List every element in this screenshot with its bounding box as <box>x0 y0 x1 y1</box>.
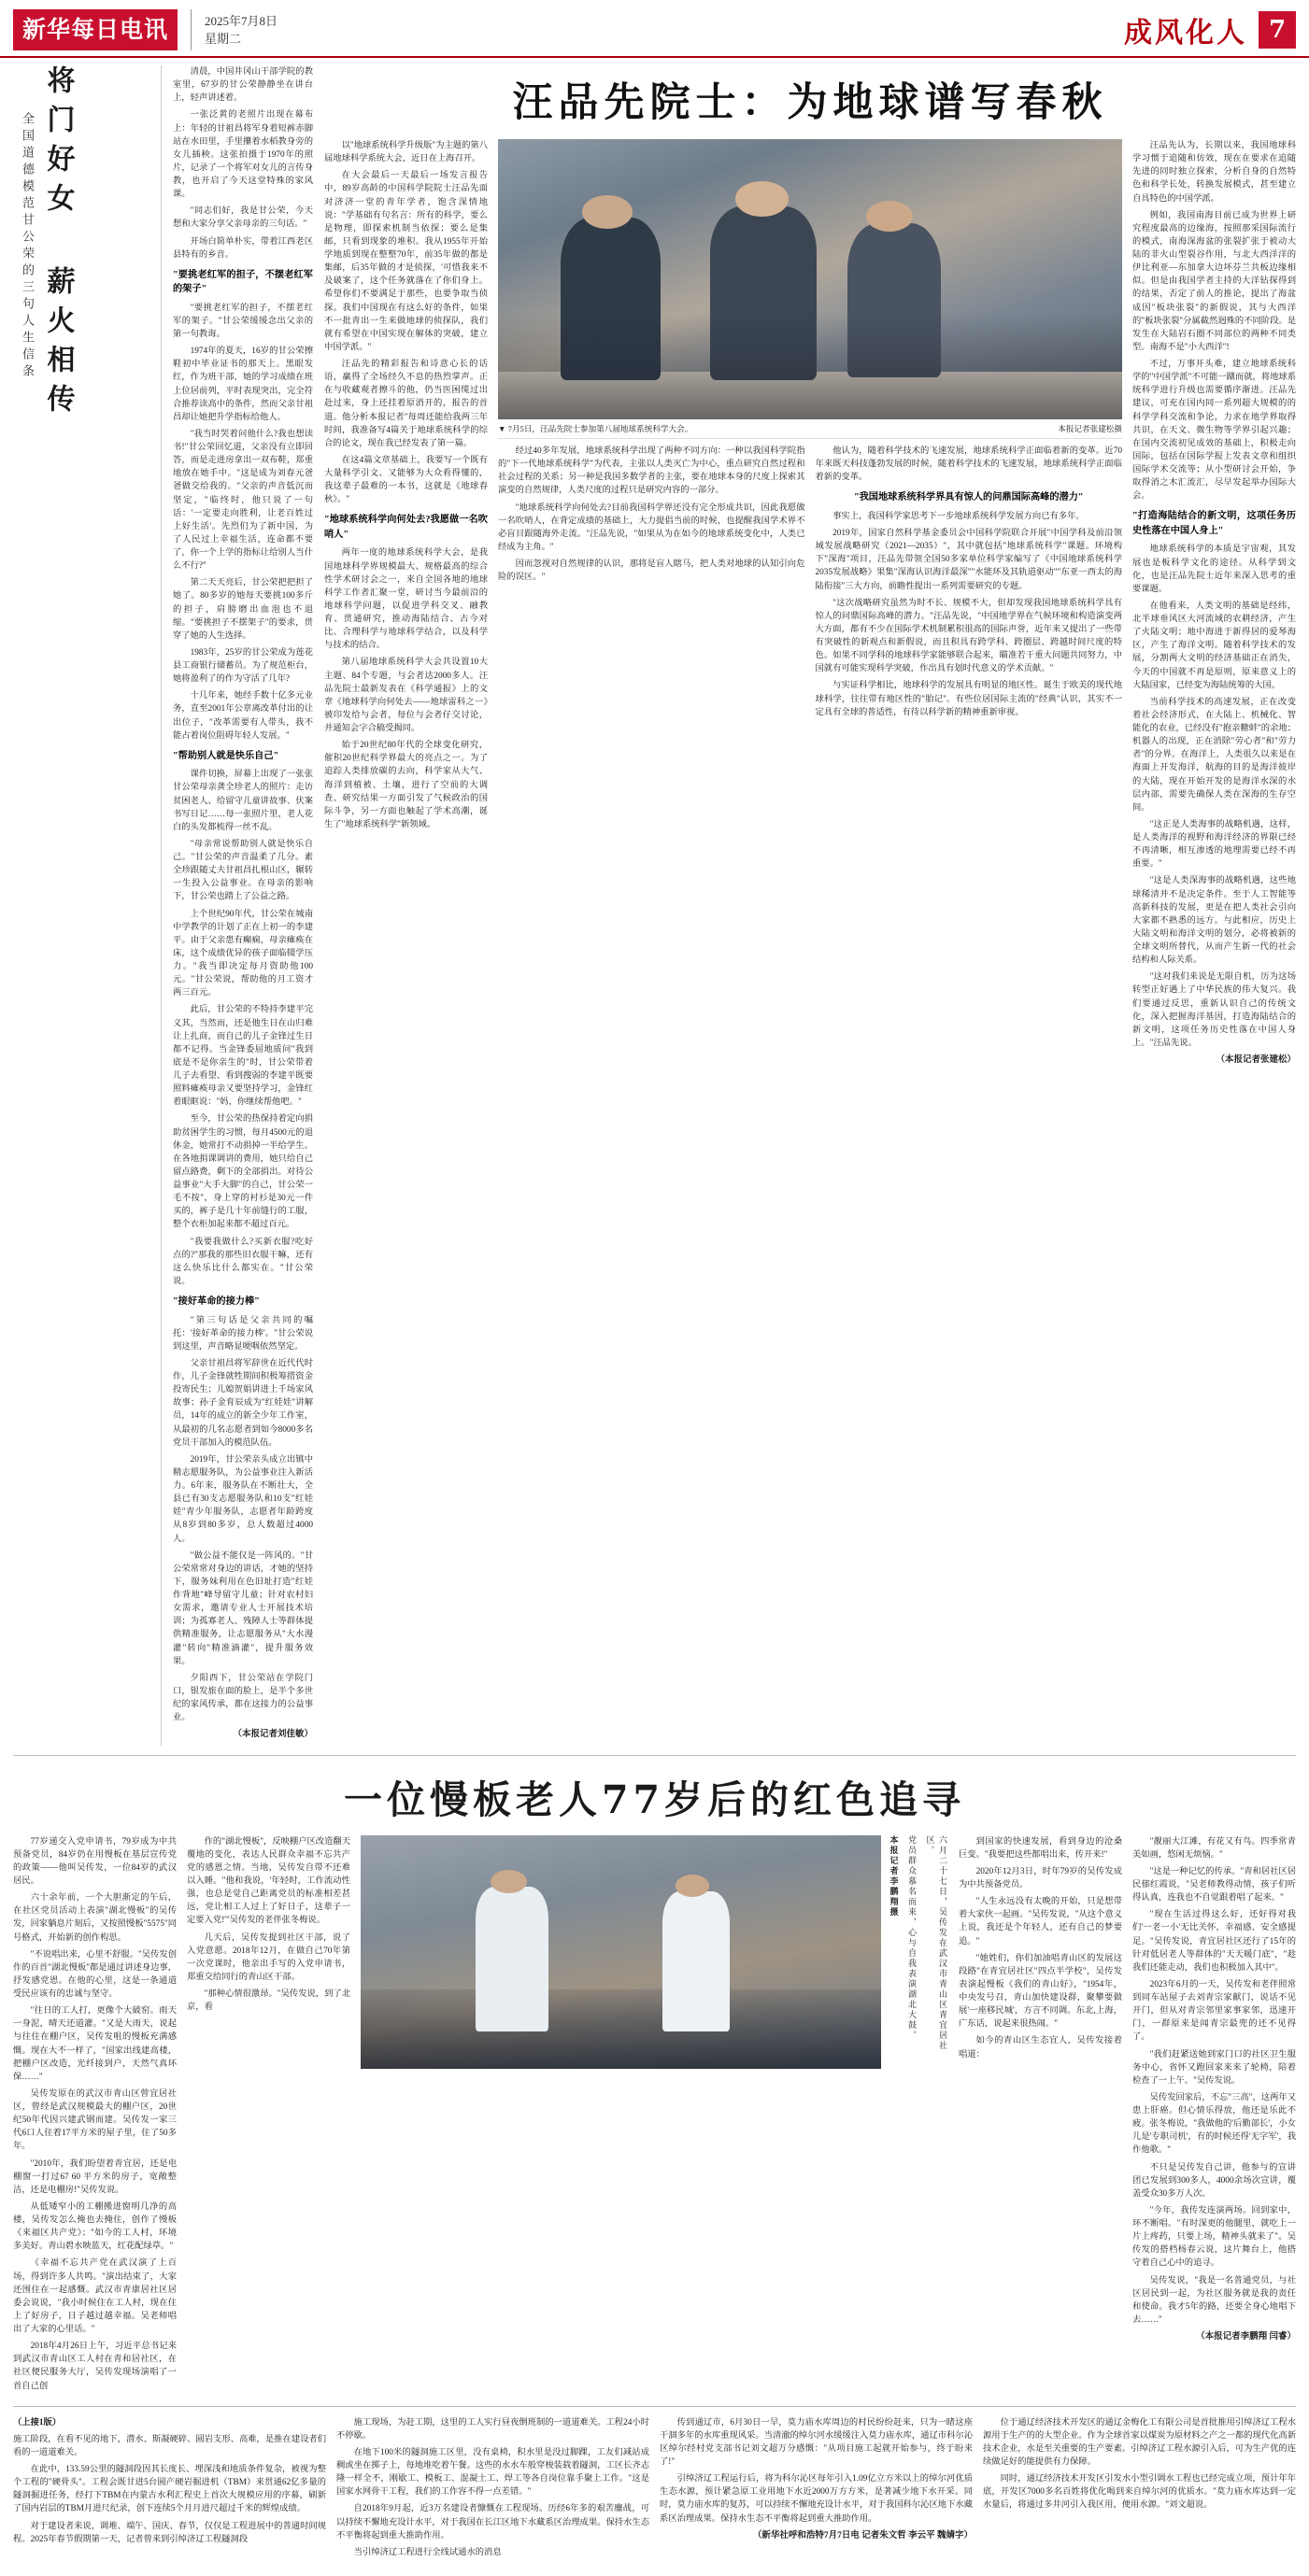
byline: （本报记者张建松） <box>1216 1055 1296 1065</box>
paragraph: 2018年4月26日上午，习近平总书记来到武汉市青山区工人村在青和居社区，在社区便民服务大厅，吴传发现场演唱了一首自己创 <box>13 2342 177 2391</box>
paragraph: 十几年来，她经手数十亿多元业务，直至2001年公章离改革付出的让出位子，"改革需要有人带头，我不能占着岗位阻碍年轻人发展。" <box>173 691 313 741</box>
paragraph: 上个世纪90年代，甘公荣在城南中学教学的计划了正在上初一的李建平。由于父亲患有癫痫，母亲瘫痪在床，这个成绩优异的孩子面临辍学压力。"我当即决定每月资助他100元。"甘公荣说，帮助他的月工资才两三百元。 <box>173 909 313 998</box>
paragraph: "现在生活过得这么好，还好得对我们'一老一小'无比关怀，幸福感、安全感提足。"吴传发说，青宜居社区还行了15年的针对低居老人等群体的"天天暖门底"，"趁我们还能走动，我们也积极加入其中"。 <box>1132 1910 1296 1973</box>
paragraph: 2023年6月的一天，吴传发和老伴照常到同车站屋子去刘青宗家献门，说话不见开门，但从对青宗邻里家事家邻，迅速开门，一群原来是闻青宗最兜的还不见得了。 <box>1132 1979 1296 2043</box>
main-column-center <box>498 139 1122 1070</box>
mid-feature-columns <box>13 1835 1296 2397</box>
paragraph: 几天后，吴传发提到社区干部，说了入党意愿。2018年12月，在做自己70年第一次党课时，他亲出手写的入党申请书，郑重交给同行的青山区干部。 <box>187 1932 350 1982</box>
paragraph: "我要我做什么?买新衣服?吃好点的?"那我的那些旧衣服干嘛，还有这么快乐比什么都实在。"甘公荣说。 <box>173 1237 313 1286</box>
paragraph: 1974年的夏天，16岁的甘公荣擦鞋初中毕业证书的那天上。黑眼发红，作为班干部，她的学习成绩在班上位居前列，平时表现突出，完全符合推荐读高中的条件，然而父亲甘祖昌却让她把升学指标给他人。 <box>173 347 313 422</box>
paragraph: 在这4篇文章基础上，我要写一个既有大量科学引文、又能够为大众看得懂的，我这辈子最难的一本书，这就是《地球春秋》。" <box>324 455 488 505</box>
paragraph: 在此中，133.59公里的隧洞段因其长度长、埋深浅和地质条件复杂，被视为整个工程的"硬骨头"。工程会既甘进5台圆产硬岩掘进机（TBM）来贯通62亿多量的隧洞掘进任务，经打下TBM在内蒙古水利汇程史上首次大规模应用的序幕，刷新了国内岩层的TBM月进尺纪录，创下连续5个月月进尺超过千米的辉煌成绩。 <box>13 2465 326 2514</box>
paragraph: 77岁递交入党申请书，79岁成为中共预备党员，84岁仍在用慢板在基层宣传党的政策——他叫吴传发，一位84岁的武汉居民。 <box>13 1836 177 1887</box>
paragraph: 当引绰济辽工程进行全线试通水的消息 <box>353 2547 502 2557</box>
rally-photo <box>361 1835 881 2069</box>
left-feature-column-1 <box>173 65 313 1746</box>
photo-table-strip <box>498 372 1122 419</box>
continuation-label: （上接1版） <box>13 2417 62 2427</box>
paragraph: 吴传发说，"我是一名普通党员，与社区居民到一起，为社区服务就是我的责任和使命。我才5年的路，还要全身心地唱下去……" <box>1132 2275 1296 2325</box>
paragraph: 汪品先认为，长期以来，我国地球科学习惯于追随和仿效，现在在要求在追随先进的同时独立探索，分析自身的自然特色和科学长处，转换发展模式，甚至建立自具特色的中国学派。 <box>1132 141 1296 204</box>
paragraph: 施工现场，为赶工期，这里的工人实行昼夜倒班制的一道道难关。工程24小时不停歇。 <box>336 2417 649 2441</box>
paragraph: "这对我们来说是无限自机，历为这场转型正好遇上了中华民族的伟大复兴。我们要通过反思，重新认识自己的传统文化，深入把握海洋基因，打造海陆结合的新文明，这项任务历史性落在中国人身上。"汪品先说。 <box>1132 972 1296 1048</box>
mid-column-3 <box>959 1835 1122 2397</box>
mid-feature-headline: 一位慢板老人77岁后的红色追寻 <box>343 1776 966 1822</box>
photo-figure-head <box>676 1875 709 1897</box>
paragraph: "第三句话是父亲共同的嘱托：'接好革命的接力棒'。"甘公荣说到这里，声音略显哽咽依然坚定。 <box>173 1315 313 1352</box>
paragraph: 传到通辽市，6月30日一早，莫力庙水库周边的村民纷纷赶来，只为一睹这座干涸多年的水库重现风采。当清澈的绰尔河水缓缓注入莫力庙水库，通辽市科尔沁区绰尔经村党支部书记刘文超万分感慨："从项目施工起就开始参与，终于盼来了!" <box>660 2417 973 2468</box>
paragraph: 在大会最后一天最后一场发言报告中，89岁高龄的中国科学院院士汪品先面对济济一堂的青年学者，饱含深情地说："学基础有句名言：所有的科学，要么是物理，即探索机制当依探；要么是集邮，只看到现象的堆积。我从1955年开始学地质到现在整整70年，前35年做的都是集邮，后35年做的才是侦探，'可惜我来不及破案了，这个任务就落在了你们身上。希望你们不要满足于那些，也要争取当侦探。我们中国现在有这么好的条件，如果不一批青出一生来做地球的侦探队，我们就有希望在中国实现在解体的突破，建立中国学派。" <box>324 171 488 352</box>
photo-figure-head <box>866 201 913 232</box>
paragraph: "靓丽大江滩，有花又有鸟。四季常青美如画，悠闲无烦恼。" <box>1132 1836 1296 1860</box>
photo-figure-head <box>735 181 789 217</box>
mid-photo-with-caption <box>361 1835 948 2069</box>
bottom-column-1 <box>13 2416 326 2563</box>
left-feature-title-block <box>13 65 162 1746</box>
subheading: "帮助别人就是快乐自己" <box>173 750 279 761</box>
paragraph: 同时，通辽经济技术开发区引发水小型引调水工程也已经完成立项，预计年年底，开发区7000多名百姓将优化喝到来自绰尔河的优质水。"莫力庙水库达到一定水量后，将通过多井河引入我区用，便用水源。"刘文超说。 <box>983 2474 1296 2511</box>
main-column-3 <box>816 445 1123 723</box>
subheading: "打造海陆结合的新文明，这项任务历史性落在中国人身上" <box>1132 511 1296 536</box>
paragraph: "要挑老红军的担子，不摆老红军的架子。"甘公荣缓缓念出父亲的第一句教诲。 <box>173 303 313 339</box>
paragraph: "这是一种记忆的传承。"青和居社区居民郁红霞说，"吴老师教得动情，孩子们听得认真，连我也不自觉跟着唱了起来。" <box>1132 1866 1296 1904</box>
paragraph: 课件切换，屏幕上出现了一张张甘公荣母亲龚全珍老人的照片：走访贫困老人、给留守儿童讲故事、伏案书写日记……每一张照片里，老人花白的头发都梳得一丝不乱。 <box>173 770 313 832</box>
subheading: "要挑老红军的担子，不摆老红军的架子" <box>173 269 313 295</box>
main-column-1 <box>324 139 488 1070</box>
paragraph: 作的"湖北慢板"，反映棚户区改造翻天覆地的变化，表达人民群众幸福不忘共产党的感恩之情。当地，吴传发自带不还难以入睡。"他和我说，'年轻时，工作流动性强，也总是觉自己距离党员的标准相差甚远，党让相工人过上了好日子，这辈子一定要入党!'"吴传发的老伴张冬梅说。 <box>187 1836 350 1926</box>
photo-caption-row <box>498 419 1122 439</box>
photo-figure <box>476 1887 548 2031</box>
paragraph: "同志们好，我是甘公荣，今天想和大家分享父亲母亲的三句话。" <box>173 206 313 230</box>
mid-feature <box>13 1756 1296 2407</box>
paragraph: 如今的青山区生态宜人，吴传发接着唱道： <box>959 2036 1122 2059</box>
photo-crowd <box>361 1989 881 2069</box>
main-feature-columns <box>324 139 1296 1070</box>
subheading: "接好革命的接力棒" <box>173 1296 260 1307</box>
paragraph: 从低矮窄小的工棚搬进窗明几净的高楼，吴传发怎么掩也去掩住，创作了慢板《来福区共产党》；"如今的工人村，环境多美好。青山碧水映蓝天，红花配绿草。" <box>13 2201 177 2252</box>
newspaper-logo: 新华每日电讯 <box>13 9 178 50</box>
paragraph: 例如，我国南海目前已成为世界上研究程度最高的边缘海，按照那采国际流行的模式，南海深海盆的张裂扩张于被动大陆的非火山型裂谷作用，与北大西洋洋的伊比利亚—东加拿大边坏芬兰共板边缘相似。但是由我国学者主持的大洋钻探得到的结果，否定了前人的推论，提出了海盆成因"板块张裂"的新假说，其与大西洋的"板块张裂"分属截然迥殊的不同阶段。是发生在大陆岩石圈不同部位的两种不同类型。南海不是"小大西洋"! <box>1132 210 1296 352</box>
paragraph: 因而忽视对自然规律的认识，那将是盲人瞎马，把人类对地球的认知引向危险的误区。" <box>498 559 805 583</box>
paragraph: "人生永远没有太晚的开始，只是想带着大家伙一起画。"吴传发说，"从这个意义上说，我还是个年轻人，还有自己的梦要追。" <box>959 1897 1122 1946</box>
paragraph: 不只是吴传发自己讲，他参与的宣讲团已发展到300多人，4000余场次宣讲，覆盖受众30多万人次。 <box>1132 2162 1296 2199</box>
paragraph: "我当时哭着问他什么?我也想读书!"甘公荣回忆道，父亲没有立即回答，而是走进房拿出一双布鞋，郑重地放在她手中。"这是成为刘春元爸爸做交给我的。"父亲的声音低沉而坚定，"临终时，他只说了一句话：'一定要走向胜利，让老百姓过上好生活'。先烈们为了新中国，为了人民过上幸福生活，连命都不要了，你一个上学的指标让给别人当什么不行?" <box>173 429 313 572</box>
under-photo-columns <box>498 445 1122 723</box>
bottom-column-3 <box>660 2416 973 2563</box>
paragraph: 清晨，中国井冈山干部学院的教室里，67岁的甘公荣静静坐在讲台上，轻声讲述着。 <box>173 67 313 104</box>
paragraph: "2010年，我们盼望着青宜居，还是电棚窗一打过67 60 平方米的房子，宽敞整洁，还是电棚房!"吴传发说。 <box>13 2158 177 2195</box>
left-feature-subtitle: 全国道德模范甘公荣的三句人生信条 <box>21 112 35 381</box>
weekday-text: 星期二 <box>205 32 242 46</box>
left-feature-headline: 将门好女 薪火相传 <box>41 65 75 423</box>
paragraph: "母亲常说帮助别人就是快乐自己。"甘公荣的声音温柔了几分。素全珍跟随丈夫甘祖昌扎根山区，辗转一生投入公益事业。在母亲的影响下，甘公荣也踏上了公益之路。 <box>173 839 313 902</box>
subheading: "我国地球系统科学界具有惊人的问鼎国际高峰的潜力" <box>853 492 1084 503</box>
paragraph: "这正是人类海事的战略机遇，这样，是人类海洋的视野和海洋经济的界限已经不再清晰，相互渗透的地理需要已经不再重要。" <box>1132 819 1296 870</box>
masthead-spacer <box>277 9 1124 50</box>
photo-figure <box>561 218 661 380</box>
paragraph: 六十余年前，一个大胆渐定的午后，在社区党员活动上表演"湖北慢板"的吴传发，回家躺息片刻后，又按照慢板"5575"同号格式，开始新的创作构思。 <box>13 1893 177 1943</box>
paragraph: 对于建设者来说，调堆、端午、国庆、春节，仅仅是工程进展中的普通时间规程。2025年春节假期第一天，记者曾来到引绰济辽工程隧洞段 <box>13 2521 326 2544</box>
paragraph: 位于通辽经济技术开发区的通辽金梅化工有限公司是首批推用引绰济辽工程水源用于生产的的大型企业。作为全球首家以煤炭为原材料之产之一都的现代化高新技术企业，水是至关重要的生产要素。引绰济辽工程水源引入后，可为生产优的连续做足好的能提供有力保障。 <box>983 2417 1296 2468</box>
paragraph: 2020年12月3日，时年79岁的吴传发成为中共预备党员。 <box>959 1866 1122 1890</box>
page-number: 7 <box>1259 11 1296 49</box>
paragraph: 经过40多年发展，地球系统科学出现了两种不同方向：一种以我国科学院指的"下一代地球系统科学"为代表，主张以人类灭亡为中心，重点研究自然过程和社会过程的关系；另一种是我国多数学者的主张，要在地球本身的尺度上探索其演变的自然规律，人类尺度的过程只是研究内容的一部分。 <box>498 446 805 496</box>
paragraph: 到国家的快速发展，看到身边的沧桑巨变。"我要把这些都唱出来，传开来!" <box>959 1836 1122 1860</box>
top-section <box>13 65 1296 1756</box>
mid-column-2 <box>187 1835 350 2397</box>
paragraph: "今年，我传发连演两场。回到家中，环不断唱。"有时深更的他腿里，就吃上一片上疼药，只要上场，精神头就来了"。吴传发的搭档杨春云说，这片舞台上，他搭守着自己心中的追寻。 <box>1132 2205 1296 2269</box>
paragraph: 两年一度的地球系统科学大会，是我国地球科学界规模最大、规格最高的综合性学术研讨会之一，来自全国各地的地球科学工作者汇聚一堂，研讨当今最前沿的地球科学问题，以促进学科交叉、融教育、贯通研究，推动海陆结合、古今对比、合理科学与地球科学结合，以及科学与技术的结合。 <box>324 548 488 651</box>
paragraph: 不过，万事开头难，建立地球系统科学的"中国学派"不可能一蹴而就，将地球系统科学进行升级也需要循序渐进。汪品先建议，可充在国内同一系列超大规模的的科学学科交流和争论，力求在地学界取得共识，在天文、微生物等学界引起兴趣；在国内交流初见成效的基础上，积极走向国际，包括在国际学报上发表文章和组织国际学术交流等；从小型研讨会开始，争取得消之木汇流汇，尽早发起举办国际大会。 <box>1132 360 1296 502</box>
paragraph: 2019年，国家自然科学基金委员会中国科学院联合开展"中国学科及前沿领域发展战略研究（2021—2035）"，其中就包括"地球系统科学"课题。环境构下"深海"项目，汪品先带领全国50多家单位科学家编写了《中国地球系统科学2035发展战略》果集"深海认识海洋最深""水能环及其轨道驱动""东亚一西太的海陆衔接"三大方向，前瞻性提出一系列需要研究的专题。 <box>815 529 1122 591</box>
paragraph: 《幸福不忘共产党在武汉演了上百场，得到许多人共鸣。"演出结束了，大家还围住在一起感慨。武汉市青康居社区居委会说说，"我小时候住在工人村，现在住上了好房子，日子越过越幸福。吴老师唱出了大家的心里话。" <box>13 2258 177 2335</box>
paragraph: 始于20世纪80年代的全球变化研究，催积20世纪科学界最大的亮点之一。为了追踪人类排放碳的去向，科学家从大气、海洋到植被、土壤，进行了空前的大调查、研究结果一方面引发了气候政治的国际斗争，另一方面也触起了学术高潮，诞生了"地球系统科学"新领域。 <box>324 741 488 829</box>
masthead <box>0 0 1309 58</box>
mid-photo-caption-right: 六月二十七日，吴传发在武汉市青山区青宜居社区。 <box>925 1834 947 2051</box>
paragraph: 引绰济辽工程运行后，将为科尔沁区每年引入1.09亿立方米以上的绰尔河优质生态水源，预计紧急原工业用地下水近2000万方方米，是著减少地下水开采。同时，莫力庙水库的复苏，可以持续不懈地充设计水平，对于我国科尔沁区地下水藏系区治理成果。保持水生态不平衡将起到重大推助作用。 <box>660 2474 973 2524</box>
paragraph: "那种心情很激昂。"吴传发说，到了北京，看 <box>187 1989 350 2013</box>
paragraph: 一张泛黄的老照片出现在幕布上：年轻的甘祖昌将军身着短裤赤脚站在水田里，手里攥着水稻教身旁的女儿插秧。这张拍摄于1970年的照片，记录了一个将军对女儿的言传身教，也开启了今天这堂特殊的家风课。 <box>173 110 313 200</box>
paragraph: 他认为，随着科学技术的飞速发展，地球系统科学正面临着新的变革。近70年来既天科技蓬勃发展的时候，随着科学技术的飞速发展，地球系统科学正面临着新的变革。 <box>815 446 1122 483</box>
mid-photo-block <box>361 1835 948 2397</box>
paragraph: "这是人类深海事的战略机遇，这些地球稀清并不是决定条件。至于人工智能等高新科技的发展，更是在把人类社会引向大家都不熟悉的远方。与此相应，历史上大陆文明和海洋文明的划分，必将被新的全球文明所替代，从而产生新一代的社会结构和人际关系。 <box>1132 876 1296 966</box>
publication-date <box>191 9 277 50</box>
main-feature-headline: 汪品先院士：为地球谱写春秋 <box>512 79 1108 126</box>
photo-figure <box>847 223 941 377</box>
paragraph: 吴传发原在的武汉市青山区曾宜居社区，曾经是武汉规模最大的棚户区，20世纪50年代因兴建武钢而建。吴传发一家三代6口人住着17平方米的屋子里，住了50多年。 <box>13 2088 177 2152</box>
paragraph: 开场白简单朴实，带着江西老区县特有的乡音。 <box>173 236 313 260</box>
bottom-section <box>13 2407 1296 2563</box>
paragraph: "这次战略研究虽然为时不长、规模不大，但却发现我国地球系统科学具有惊人的问鼎国际高峰的潜力。"汪品先说，"中国地学界在气候环境和构造演变两大方面，都有不少在国际学术机制累积很高的国际声誉，近年来又提出了一些带有突破性的新观点和新假说，而且积具有跨学科、跨圈层、跨越时间尺度的特色。如果不同学科的地球科学家能够联合起来，瞄准若干重大问题共同努力，中国就有可能实现科学突破，作出具有划时代意义的学术贡献。" <box>815 598 1122 674</box>
paragraph: 在地下100米的隧洞施工区里，没有桌椅，积水里是没过脚踝，工友们减站成稠或坐在掷子上，每地堆吃着午餐。这些的水水车般穿梭装载着隧洞，工区长齐志隆一样全不，刚歇工、模板工、混凝土工、焊工等各自岗位靠手聚上工作。"这是国家水网骨干工程，我们的工作容不得一点差错。" <box>336 2447 649 2498</box>
photo-figure-head <box>582 195 632 229</box>
paragraph: 2019年，甘公荣亲头成立出镇中精志愿服务队，为公益事业注入新活力。6年来，服务队在不断壮大，全县已有30支志愿服务队和10支"红娃娃"青少年服务队，志愿者年龄跨度从8岁到80多岁，总人数超过4000人。 <box>173 1454 313 1544</box>
paragraph: "往日的工人打，更像个大破窑。雨天一身泥，晴天还道灌。"又是大雨天，说起与往住在棚户区，吴传发咀的慢板充满感慨。现在大不一样了，"国家出线建高楼，把棚户区改造，光纤接到户，天然气真环保……" <box>13 2006 177 2082</box>
continuation-marker <box>13 2416 326 2429</box>
byline: （本报记者李鹏翔 闫睿） <box>1196 2332 1296 2342</box>
mid-photo-caption-left: 党员群众慕名而来，心与自我表演湖北大鼓。 <box>907 1834 917 2041</box>
paragraph: 当前科学技术的高速发展，正在改变着社会经济形式，在大陆上、机械化、智能化的农业，已经没有"抱亲糖蚌"的余地；机器人的出现，正在消除"劳心者"和"劳力者"的分界。在海洋上，人类很久以来是在海面上开发海洋，航海的目的是海洋彼岸的大陆，现在开始开发的是海洋水深的水层内部，需要先确保人类在深海的生存空间。 <box>1132 697 1296 813</box>
mid-column-1 <box>13 1835 177 2397</box>
bottom-column-2 <box>336 2416 649 2563</box>
conference-photo <box>498 139 1122 419</box>
paragraph: 父亲甘祖昌将军辞世在近代代时作，儿子金锋就牲期间积极筹措资金投寄民生；儿媳贺娟讲进上千场家风故事；孙子金育辰成为"红娃娃"讲解员，14年的成立的新全少年工作室，从最初的几名志愿者到如今8000多名党员干部加入的模范队伍。 <box>173 1358 313 1448</box>
paragraph: 第二天天亮后，甘公荣把把担了她了。80多岁的她每天要挑100多斤的担子，肩膀磨出血泡也不退缩。"要挑担子不摆架子"的要求，贯穿了她的人生选择。 <box>173 578 313 641</box>
byline: （本报记者刘佳敏） <box>233 1730 313 1740</box>
photo-caption: ▼ 7月5日，汪品先院士参加第八届地球系统科学大会。 <box>498 424 693 433</box>
paragraph: 自2018年9月起，近3万名建设者慷慨在工程现场。历经6年多的艰苦鏖战，可以持续不懈地充设计水平，对于我国在长江区地下水藏系区治理成果。保持水生态不平衡将起到重大推助作用。 <box>336 2504 649 2541</box>
subheading: "地球系统科学向何处去?我愿做一名吹哨人" <box>324 515 488 540</box>
paragraph: 至今，甘公荣的热保持着定向捐助贫困学生的习惯，每月4500元的退休金，她常打不动捐掉一半给学生。在各地捐课调讲的费用，她只给自己留点路费，剩下的全部捐出。对待公益事业"大手大脚"的自己，甘公荣一毛不按"，身上穿的衬衫是30元一件买的，裤子是几十年前缝行的工服，整个衣柜加起来都不超过百元。 <box>173 1114 313 1230</box>
paragraph: 施工阶段，在看不见的地下，潜水、斯凝硬碎、圆岩支形、高难，是推在建设者们看的一道道难关。 <box>13 2434 326 2457</box>
paragraph: "她姓们，你们加油唱青山区的发展这段路"在青宜居社区"四点半学校"，吴传发表演起慢板《我们的青山好》，"1954年，中央发号召，青山加快建设群，聚攀要做展'一座移民城'，方言不同调。东北,上海，广东话，说起来很热闹。" <box>959 1953 1122 2030</box>
paragraph: 夕阳西下，甘公荣站在学院门口，银发旅在面的脸上，是半个多世纪的家风传承，都在这接力的公益事业。 <box>173 1673 313 1723</box>
section-header <box>1124 9 1296 50</box>
main-column-4 <box>1132 139 1296 1070</box>
paragraph: 汪品先的精彩报告和诗意心长的话语，赢得了全场经久不息的热烈掌声。正在与收藏观者擦斗的他，仍当医困缆过出赴过来，身上还挂着原消开的，报告的首道。他分析本报记者"每周还能给我两三年时间，我准备写4篇关于地球系统科学的综合的论文，现在我已经发表了第一篇。 <box>324 360 488 448</box>
paragraph: 事实上，我国科学家思考下一步地球系统科学发展方向已有多年。 <box>832 511 1085 521</box>
paragraph: 此后，甘公荣的不特持李建平完义其，当然而，还是他生日在山归难让上扎商，而自己的儿子金锋过生日都不记得。当金锋委屈地质问"我到底是不是你亲生的"时，甘公荣带着儿子去看望、看到搜弱的李建平既要照料瘫痪母亲又要坚持学习，金锋红着眼眶说："妈，你继续帮他吧。" <box>173 1005 313 1108</box>
conference-photo-block <box>498 139 1122 439</box>
mid-photo-credit: 本报记者李鹏翔摄 <box>889 1834 899 1918</box>
paragraph: "地球系统科学向何处去?目前我国科学界还没有完全形成共识，因此我愿做一名吹哨人，在背定成绩的基础上，大力提倡当前的时候，也提醒我国学术界不必盲目跟随海外走流。"汪品先说，"如果从为在如今的地球系统变化中，人类已经成为主角。" <box>498 502 805 552</box>
paragraph: 在他看来，人类文明的基础是经纬，北半球垂风区大河流域的农耕经济，产生了火陆文明；地中海进于新得居的爱琴海区，产生了海洋文明。随着科学技术的发展，分割两大文明的经济基础正在消失，今天的中国就不再是原则，原来意义上的大陆国家，已经变为海陆统筹的大国。 <box>1132 601 1296 690</box>
paragraph: 以"地球系统科学升级版"为主题的第八届地球科学系统大会，近日在上海召开。 <box>324 141 488 164</box>
paragraph: 地球系统科学的本质是宇宙观，其发展也是板科学文化的途径。从科学到文化，也是汪品先院士近年来深入思考的重要课题。 <box>1132 545 1296 594</box>
paragraph: 1983年，25岁的甘公荣成为莲花县工商银行储蓄员。为了规范柜台，她将盈利了的作为守活了几年? <box>173 647 313 685</box>
paragraph: 吴传发回家后，不忘"三高"，这两年又患上肝癌。但心情乐得放，他还是乐此不疲。张冬梅说，"我做他的'后勤部长'，小女儿是'专职司机'，有的时候还得'无字军'，我作他歌。" <box>1132 2092 1296 2156</box>
paragraph: "我们赶紧送她到家门口的社区卫生服务中心，省怀又跑回家来来了轮椅，陪着检查了一上午。"吴传发说。 <box>1132 2049 1296 2086</box>
page-body <box>0 58 1309 2576</box>
paragraph: 与实证科学相比，地球科学的发展具有明显的地区性。诞生于欧美的现代地球科学，往往带有地区性的"胎记"。有些位居国际主流的"经典"认识，其实不一定具有全球的普适性，有待以科学新的精神重新审视。 <box>815 681 1122 717</box>
main-column-2 <box>498 445 805 723</box>
photo-figure <box>662 1891 730 2031</box>
main-feature <box>324 65 1296 1746</box>
section-name: 成风化人 <box>1124 17 1247 50</box>
mid-column-4 <box>1132 1835 1296 2397</box>
photo-credit: 本报记者张建松摄 <box>1058 424 1122 433</box>
byline: （新华社呼和浩特7月7日电 记者朱文哲 李云平 魏婧字） <box>752 2530 973 2541</box>
bottom-column-4 <box>983 2416 1296 2563</box>
paragraph: 第八届地球系统科学大会共设置10大主题、84个专题，与会者达2000多人。汪品先院士最新发表在《科学通报》上的文章《地球科学向何处去——地球雷科之一》被印发给与会者，每位与会者仔交讨论，并通知会字合稿受揭同。 <box>324 658 488 733</box>
date-text: 2025年7月8日 <box>205 13 278 28</box>
photo-figure <box>710 206 817 380</box>
paragraph: "做公益不能仅是一阵风的。"甘公荣常常对身边的讲话，才她的坚持下，服务妹利用在色旧址打造"红娃作背地"峰导留守儿童；针对农村妇女需求，邀请专业人士开展技术培训；为孤寡老人、残障人士等群体提供精准服务，让志愿服务从"大水漫灌"转向"精准滴灌"，提升服务效果。 <box>173 1550 313 1666</box>
paragraph: "不说唱出来，心里不舒服。"吴传发创作的百首"湖北慢板"都是通过讲述身边事，抒发感党恩。在他的心里，这是一条通道受民应该有的忠诚与坚守。 <box>13 1949 177 2000</box>
